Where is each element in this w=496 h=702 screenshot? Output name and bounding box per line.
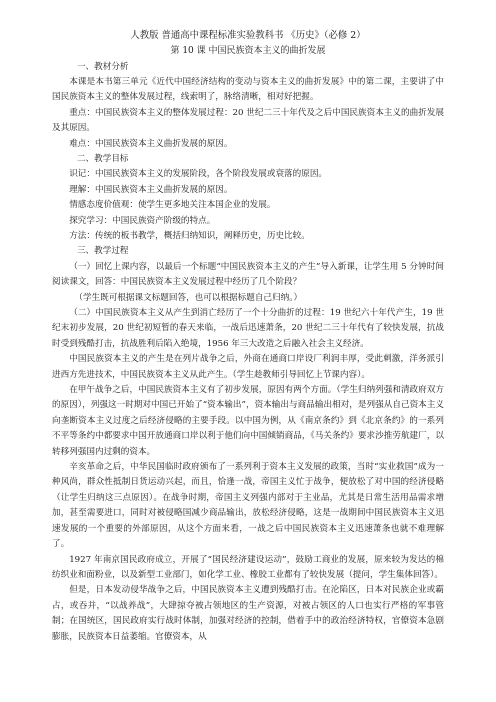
- body-paragraph: 中国民族资本主义的产生是在列片战争之后，外商在通商口岸设厂利润丰厚，受此刺激，洋务派引进西方先进技术，中国民族资本主义从此产生。（学生趁教师引导回忆上节课内容）。: [52, 354, 444, 380]
- body-paragraph: 本课是本书第三单元《近代中国经济结构的变动与资本主义的曲折发展》中的第二课，主要讲了中国民族资本主义的整体发展过程，线索明了，脉络清晰，相对好把握。: [52, 76, 444, 103]
- body-paragraph: 理解：中国民族资本主义曲折发展的原因。: [69, 184, 233, 195]
- course-header: 人教版 普通高中课程标准实验教科书 《历史》（必修 2）: [130, 30, 366, 41]
- body-paragraph: （二）中国民族资本主义从产生到消亡经历了一个十分曲折的过程：19 世纪六十年代产生，19 世纪末初步发展，20 世纪初短暂的春天来临，一战后迅速萧条，20 世纪二三十年代有了较快发展，抗战时受到残酷打击，抗战胜利后陷入绝境，1956 年三大改造之后融入社会主义经济。: [52, 308, 444, 349]
- body-paragraph: 重点：中国民族资本主义的整体发展过程：20 世纪二三十年代及之后中国民族资本主义的曲折发展及其原因。: [52, 107, 444, 134]
- body-paragraph: 难点：中国民族资本主义曲折发展的原因。: [69, 138, 233, 149]
- body-paragraph: 情感态度价值观：使学生更多地关注本国企业的发展。: [69, 200, 276, 211]
- section-heading: 一、教材分析: [76, 61, 129, 72]
- body-paragraph: 方法：传统的板书教学，概括归纳知识，阐释历史，历史比较。: [69, 230, 310, 241]
- body-paragraph: 但是，日本发动侵华战争之后，中国民族资本主义遭到残酷打击。在沦陷区，日本对民族企业或霸占，或吞并，“以战养战”，大肆掠夺被占领地区的生产资源，对被占领区的人口也实行严格的军事管制；在国统区，国民政府实行战时体制，加强对经济的控制，借着手中的政治经济特权，官僚资本急剧膨胀，民族资本日益萎缩。官僚资本，从: [52, 585, 444, 642]
- body-paragraph: （学生既可根据课文标题回答，也可以根据标题自己归纳。）: [74, 292, 303, 303]
- body-paragraph: 探究学习：中国民族资产阶级的特点。: [69, 215, 216, 226]
- section-heading: 三、教学过程: [76, 246, 129, 257]
- body-paragraph: 辛亥革命之后，中华民国临时政府颁布了一系列利于资本主义发展的政策，当时“实业救国”成为一种风尚，群众性抵制日货运动兴起，而且，恰逢一战，帝国主义忙于战争，便放松了对中国的经济侵略（让学生归纳这三点原因）。在战争时期，帝国主义列强内部对于主业品，尤其是日常生活用品需求增加，甚至需要进口，同时对被侵略国减少商品输出，放松经济侵略，这是一战期间中国民族资本主义迅速发展的一个重要的外部原因，从这个方面来看，一战之后中国民族资本主义迅速萧条也就不难理解了。: [52, 462, 444, 550]
- lesson-title: 第 10 课 中国民族资本主义的曲折发展: [170, 46, 326, 56]
- body-paragraph: （一）回忆上课内容，以最后一个标题“中国民族资本主义的产生”导入新课，让学生用 5 分钟时间阅读课文，回答：中国民族资本主义发展过程中经历了几个阶段？: [52, 261, 444, 288]
- section-heading: 二、教学目标: [76, 153, 129, 164]
- body-paragraph: 识记：中国民族资本主义的发展阶段，各个阶段发展或衰落的原因。: [69, 169, 328, 180]
- body-paragraph: 在甲午战争之后，中国民族资本主义有了初步发展，原因有两个方面。（学生归纳列强和清政府双方的原因），列强这一时期对中国已开始了“资本输出”，资本输出与商品输出相对，是列强从自己资本主义向垄断资本主义过度之后经济侵略的主要手段。以中国为例，从《南京条约》到《北京条约》的一系列不平等条约中都要求中国开放通商口岸以利于他们向中国倾销商品，《马关条约》要求沙推劳航建厂，以转移列强国内过剩的资本。: [52, 385, 444, 457]
- body-paragraph: 1927 年南京国民政府成立，开展了“国民经济建设运动”，鼓励工商业的发展，原来较为发达的棉纺织业和面粉业，以及新型工业部门，如化学工业、橡胶工业都有了较快发展（提问，学生集体回答）。: [52, 554, 444, 580]
